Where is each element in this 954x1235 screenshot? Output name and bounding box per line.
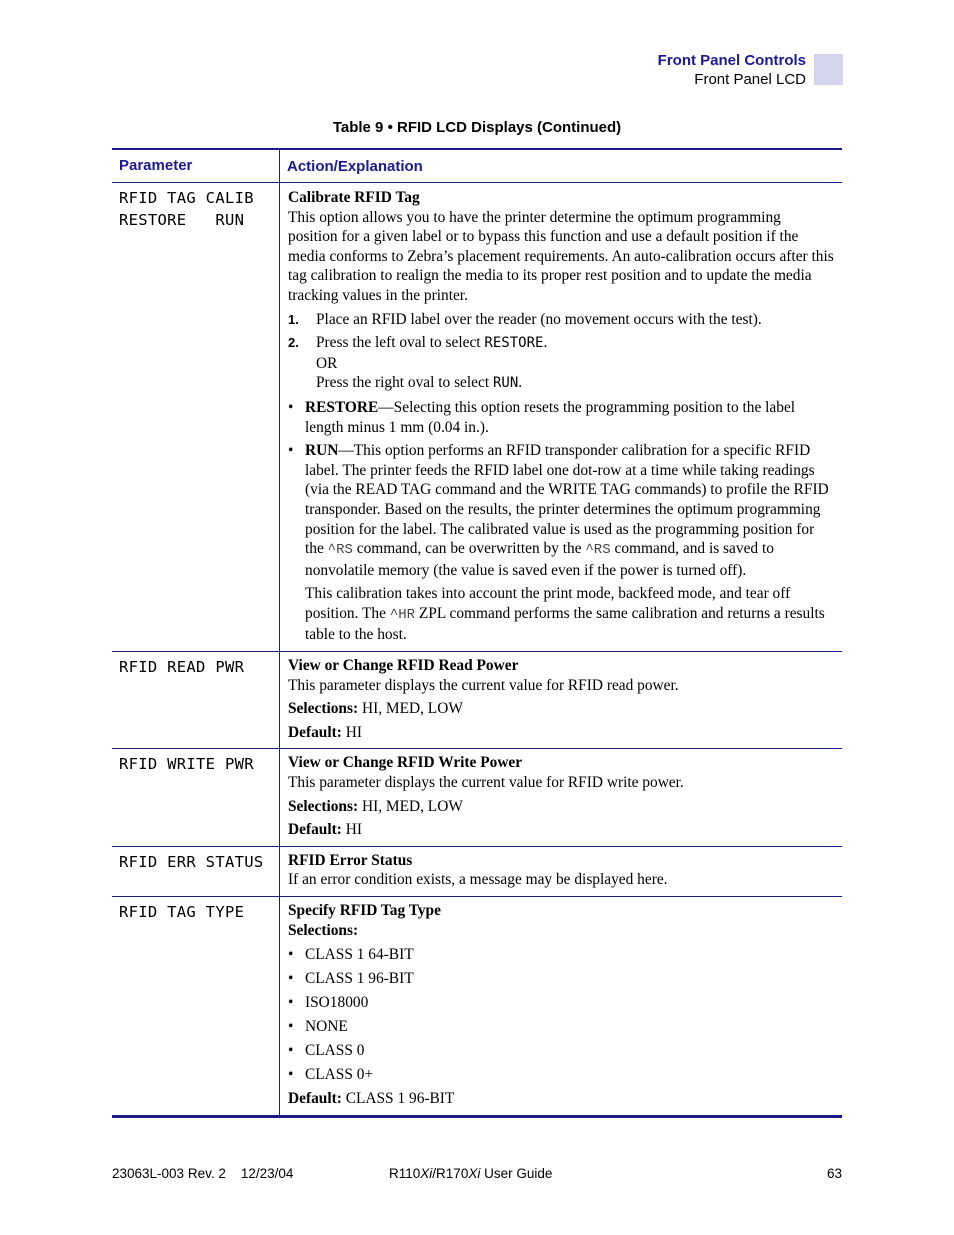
row-title: Specify RFID Tag Type <box>288 902 441 919</box>
row-description: This parameter displays the current value for RFID write power. <box>288 774 684 792</box>
header-tab-marker <box>814 54 843 85</box>
lcd-text: RFID TAG CALIB <box>119 189 254 207</box>
lcd-text: RFID ERR STATUS <box>119 852 264 871</box>
step-item: 1. Place an RFID label over the reader (no movement occurs with the test). <box>288 310 762 328</box>
bullet-item: • RUN—This option performs an RFID transponder calibration for a specific RFID label. The printer feeds the RFID label one dot-row at a time while taking readings (via the READ TAG command and the WRITE TAG commands) to profile the RFID transponder. Based on the results, the printer determines the optimum programming position for the label. The calibrated value is used as the programming position for the ^RS command, can be overwritten by the ^RS command, and is saved to nonvolatile memory (the value is saved even if the power is turned off). This calibration takes into account the print mode, backfeed mode, and tear off position. The ^HR ZPL command performs the same calibration and returns a results table to the host. <box>288 441 834 645</box>
lcd-text: RFID WRITE PWR <box>119 755 254 774</box>
list-item: • CLASS 1 64-BIT <box>288 945 414 963</box>
lcd-inline: RUN <box>492 375 519 392</box>
note: This calibration takes into account the print mode, backfeed mode, and tear off position. The ^HR ZPL command performs the same calibration and returns a results table to the host. <box>305 585 825 644</box>
row-description: If an error condition exists, a message may be displayed here. <box>288 871 668 889</box>
table-row-error-status <box>112 847 842 897</box>
rfid-lcd-table <box>112 148 842 1118</box>
step-item: 2. Press the left oval to select RESTORE. OR Press the right oval to select RUN. <box>288 334 548 392</box>
code-inline: ^HR <box>389 606 416 623</box>
table-row-tag-type: RFID TAG TYPE Specify RFID Tag Type Selections: • CLASS 1 64-BIT • CLASS 1 96-BIT • ISO18000 • NONE • CLASS 0 • CLASS 0+ Default: CLASS 1 96-BIT <box>112 897 842 1115</box>
table-row-write-power: RFID WRITE PWR View or Change RFID Write Power This parameter displays the current value for RFID write power. Selections: HI, MED, LOW Default: HI <box>112 749 842 846</box>
column-header-parameter: Parameter <box>112 150 280 182</box>
row-description: This option allows you to have the printer determine the optimum programming position for a given label or to bypass this function and use a default position if the media conforms to Zebra’s placement requirements. An auto-calibration occurs after this tag calibration to realign the media to its proper rest position and to update the media tracking values in the printer. <box>288 208 834 304</box>
page-number: 63 <box>826 1166 842 1181</box>
row-title: RFID Error Status <box>288 851 413 869</box>
table-row-read-power: RFID READ PWR View or Change RFID Read Power This parameter displays the current value for RFID read power. Selections: HI, MED, LOW Default: HI <box>112 652 842 749</box>
column-header-action: Action/Explanation <box>287 158 423 175</box>
selections-label: Selections: <box>288 921 359 939</box>
row-title: Calibrate RFID Tag <box>288 189 420 206</box>
lcd-text: RFID TAG TYPE <box>119 903 245 921</box>
footer-doc-id: 23063L-003 Rev. 2 12/23/04 <box>112 1166 294 1181</box>
table-title: Table 9 • RFID LCD Displays (Continued) <box>332 119 622 136</box>
row-description: This parameter displays the current value for RFID read power. <box>288 676 679 694</box>
list-item: • CLASS 1 96-BIT <box>288 969 414 987</box>
header-subsection: Front Panel LCD <box>694 71 806 88</box>
code-inline: ^RS <box>327 542 353 559</box>
lcd-text: RFID READ PWR <box>119 658 245 677</box>
bullet-item: • RESTORE—Selecting this option resets the programming position to the label length minus 1 mm (0.04 in.). <box>288 398 796 436</box>
running-header <box>658 51 806 89</box>
table-header-row <box>112 150 842 183</box>
list-item: • NONE <box>288 1017 348 1035</box>
row-title: View or Change RFID Write Power <box>288 754 523 772</box>
header-section: Front Panel Controls <box>657 52 806 69</box>
lcd-text: RESTORE RUN <box>119 210 245 229</box>
list-item: • ISO18000 <box>288 993 369 1011</box>
list-item: • CLASS 0 <box>288 1042 365 1060</box>
row-title: View or Change RFID Read Power <box>288 657 519 675</box>
lcd-inline: RESTORE <box>484 335 544 352</box>
code-inline: ^RS <box>585 542 611 559</box>
list-item: • CLASS 0+ <box>288 1066 374 1084</box>
table-row-calibrate <box>112 183 842 652</box>
footer-guide-title: R110Xi/R170Xi User Guide <box>389 1166 553 1181</box>
